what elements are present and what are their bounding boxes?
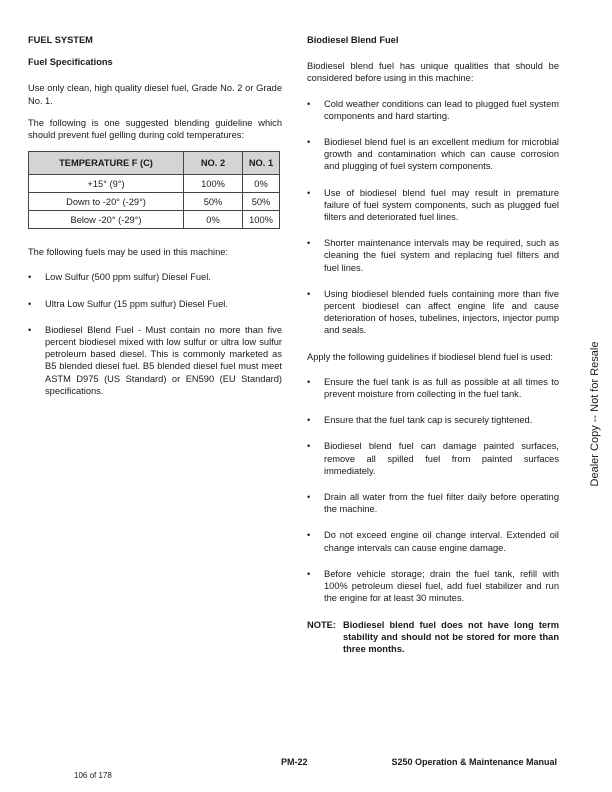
table-header: NO. 2 <box>184 152 243 175</box>
table-cell: Below -20° (-29°) <box>29 211 184 229</box>
table-cell: 50% <box>243 193 280 211</box>
list-item <box>28 298 282 310</box>
bullet: • <box>307 238 311 249</box>
table-row <box>29 211 280 229</box>
list-item-text: Shorter maintenance intervals may be required, such as cleaning the fuel system and replacing fuel filters and fuel lines. <box>324 238 559 273</box>
bullet: • <box>28 298 32 309</box>
footer-manual-title: S250 Operation & Maintenance Manual <box>391 757 557 767</box>
bullet: • <box>307 530 311 541</box>
table-cell: 0% <box>243 175 280 193</box>
bullet: • <box>307 441 311 452</box>
bullet: • <box>307 376 311 387</box>
table-header-row <box>29 152 280 175</box>
list-item <box>307 288 559 337</box>
table-cell: 50% <box>184 193 243 211</box>
list-item-text: Before vehicle storage; drain the fuel tank, refill with 100% petroleum diesel fuel, add fuel stabilizer and run the engine for at least 30 minutes. <box>324 568 559 604</box>
bullet: • <box>307 137 311 148</box>
paragraph: The following is one suggested blending guideline which should prevent fuel gelling during cold temperatures: <box>28 117 282 141</box>
paragraph: Apply the following guidelines if biodiesel blend fuel is used: <box>307 351 554 362</box>
table-cell: 100% <box>243 211 280 229</box>
table-cell: 0% <box>184 211 243 229</box>
note-label: NOTE: <box>307 619 336 630</box>
footer-page-number: PM-22 <box>281 757 308 767</box>
list-item-text: Ensure the fuel tank is as full as possible at all times to prevent moisture from collecting in the fuel tank. <box>324 376 559 400</box>
subsection-title: Biodiesel Blend Fuel <box>307 35 399 45</box>
note <box>307 619 559 656</box>
bullet: • <box>307 98 311 109</box>
list-item-text: Drain all water from the fuel filter daily before operating the machine. <box>324 492 559 515</box>
guidelines-list <box>307 376 559 605</box>
section-title: FUEL SYSTEM <box>28 35 93 45</box>
bullet: • <box>307 288 311 299</box>
list-item-text: Ultra Low Sulfur (15 ppm sulfur) Diesel Fuel. <box>45 298 228 309</box>
table-row <box>29 193 280 211</box>
table-header: NO. 1 <box>243 152 280 175</box>
list-item-text: Cold weather conditions can lead to plugged fuel system components and hard starting. <box>324 98 559 121</box>
subsection-title: Fuel Specifications <box>28 57 113 68</box>
table-cell: Down to -20° (-29°) <box>29 193 184 211</box>
note-text: Biodiesel blend fuel does not have long term stability and should not be stored for more than three months. <box>343 619 559 654</box>
table-header: TEMPERATURE F (C) <box>29 152 184 175</box>
bullet: • <box>307 568 311 579</box>
blending-table <box>28 151 280 229</box>
paragraph: Use only clean, high quality diesel fuel, Grade No. 2 or Grade No. 1. <box>28 83 282 106</box>
table-cell: 100% <box>184 175 243 193</box>
bullet: • <box>28 272 32 283</box>
list-item-text: Do not exceed engine oil change interval. Extended oil change intervals can cause engine damage. <box>324 530 559 553</box>
table-row <box>29 175 280 193</box>
paragraph: Biodiesel blend fuel has unique qualities that should be considered before using in this machine: <box>307 61 559 84</box>
bullet: • <box>28 324 32 335</box>
list-item <box>307 136 559 173</box>
side-text: Dealer Copy -- Not for Resale <box>588 341 601 487</box>
list-item <box>307 187 559 224</box>
list-item-text: Biodiesel Blend Fuel - Must contain no more than five percent biodiesel mixed with low sulfur or ultra low sulfur petroleum based diesel. This is commonly marketed as B5 blended diesel fuel. B5 blended diesel fuel must meet ASTM D975 (US Standard) or EN590 (EU Standard) specifications. <box>45 324 282 396</box>
list-item-text: Using biodiesel blended fuels containing more than five percent biodiesel can affect engine life and cause deterioration of hoses, tubelines, injectors, injector pump and seals. <box>324 288 559 336</box>
list-item-text: Low Sulfur (500 ppm sulfur) Diesel Fuel. <box>45 272 211 283</box>
list-item <box>307 414 559 426</box>
bullet: • <box>307 415 311 426</box>
table-cell: +15° (9°) <box>29 175 184 193</box>
footer-page-count: 106 of 178 <box>74 771 112 780</box>
list-item-text: Biodiesel blend fuel is an excellent medium for microbial growth and contamination which can cause corrosion and plugging of fuel system components. <box>324 137 559 172</box>
list-item <box>307 237 559 274</box>
paragraph: The following fuels may be used in this machine: <box>28 247 228 258</box>
list-item <box>307 529 559 553</box>
list-item <box>28 324 282 397</box>
right-column <box>307 34 559 655</box>
bullet: • <box>307 187 311 198</box>
list-item <box>307 98 559 122</box>
list-item <box>307 376 559 400</box>
list-item-text: Biodiesel blend fuel can damage painted surfaces, remove all spilled fuel from painted surfaces immediately. <box>324 441 559 476</box>
qualities-list <box>307 98 559 337</box>
list-item-text: Use of biodiesel blend fuel may result in premature failure of fuel system components, such as plugged fuel filters and deteriorated fuel lines. <box>324 187 559 223</box>
list-item <box>28 271 282 283</box>
fuel-list <box>28 271 282 397</box>
list-item <box>307 491 559 515</box>
list-item-text: Ensure that the fuel tank cap is securely tightened. <box>324 415 533 426</box>
dealer-copy-side-text <box>586 316 604 512</box>
list-item <box>307 440 559 477</box>
list-item <box>307 568 559 605</box>
left-column <box>28 34 282 411</box>
bullet: • <box>307 492 311 503</box>
